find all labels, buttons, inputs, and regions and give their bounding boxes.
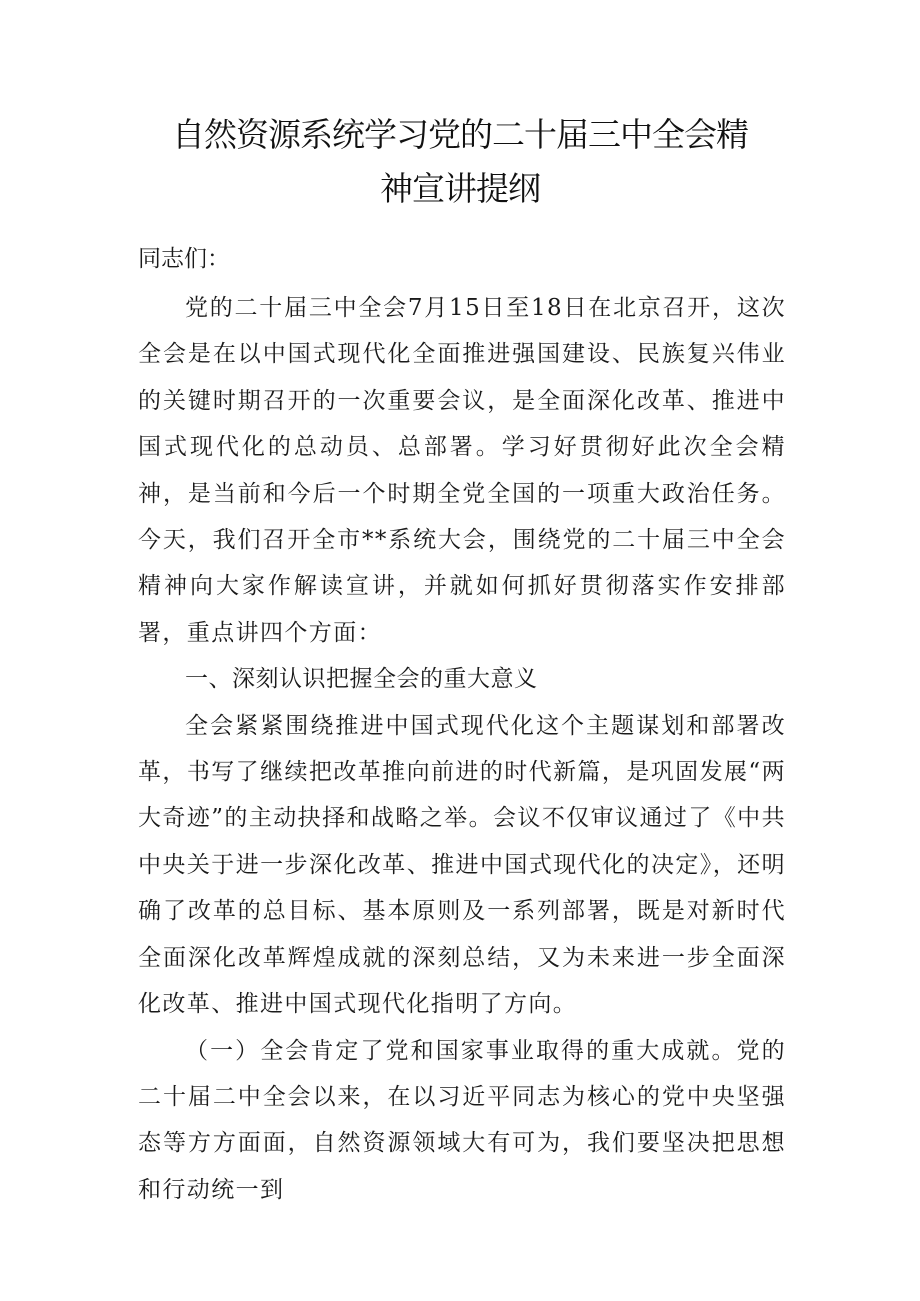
paragraph-intro: 党的二十届三中全会7月15日至18日在北京召开，这次全会是在以中国式现代化全面推进强国建设、民族复兴伟业的关键时期召开的一次重要会议，是全面深化改革、推进中国式现代化的总动员、总部署。学习好贯彻好此次全会精神，是当前和今后一个时期全党全国的一项重大政治任务。今天，我们召开全市**系统大会，围绕党的二十届三中全会精神向大家作解读宣讲，并就如何抓好贯彻落实作安排部署，重点讲四个方面： (138, 295, 786, 646)
paragraph-achievements: （一）全会肯定了党和国家事业取得的重大成就。党的二十届二中全会以来，在以习近平同志为核心的党中央坚强态等方方面面，自然资源领域大有可为，我们要坚决把思想和行动统一到 (138, 1037, 786, 1203)
document-body (138, 236, 786, 1213)
section-heading-1: 一、深刻认识把握全会的重大意义 (185, 666, 538, 693)
title-line-2: 神宣讲提纲 (380, 169, 540, 208)
document-title (140, 108, 780, 216)
paragraph-significance: 全会紧紧围绕推进中国式现代化这个主题谋划和部署改革，书写了继续把改革推向前进的时代新篇，是巩固发展“两大奇迹”的主动抉择和战略之举。会议不仅审议通过了《中共中央关于进一步深化改革、推进中国式现代化的决定》，还明确了改革的总目标、基本原则及一系列部署，既是对新时代全面深化改革辉煌成就的深刻总结，又为未来进一步全面深化改革、推进中国式现代化指明了方向。 (138, 712, 786, 1018)
title-line-1: 自然资源系统学习党的二十届三中全会精 (172, 115, 748, 154)
salutation: 同志们： (138, 246, 230, 272)
